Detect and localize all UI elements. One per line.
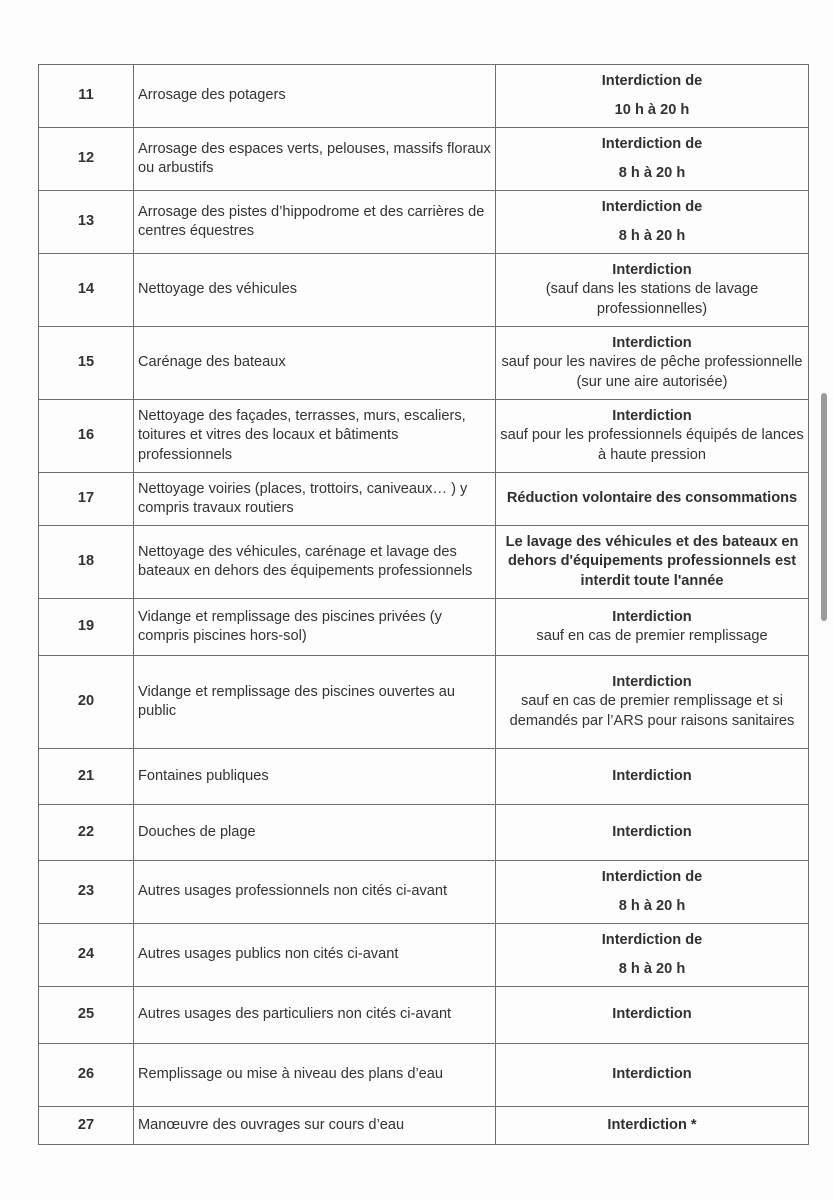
usage-description: Remplissage ou mise à niveau des plans d’eau	[134, 1044, 496, 1107]
table-row	[39, 861, 809, 924]
restriction-rule	[496, 65, 809, 128]
table-row	[39, 191, 809, 254]
rule-title: Interdiction	[612, 407, 692, 424]
usage-description: Nettoyage des véhicules	[134, 254, 496, 327]
row-number: 15	[39, 327, 134, 400]
usage-description: Vidange et remplissage des piscines ouvertes au public	[134, 656, 496, 749]
row-number: 16	[39, 400, 134, 473]
row-number: 17	[39, 473, 134, 526]
usage-description: Fontaines publiques	[134, 749, 496, 805]
table-row	[39, 805, 809, 861]
restriction-rule	[496, 749, 809, 805]
usage-description: Autres usages professionnels non cités ci-avant	[134, 861, 496, 924]
rule-title: Interdiction	[612, 1066, 692, 1083]
usage-description: Douches de plage	[134, 805, 496, 861]
table-row	[39, 400, 809, 473]
rule-title: Le lavage des véhicules et des bateaux en dehors d'équipements professionnels est interdit toute l'année	[505, 533, 799, 589]
restriction-rule	[496, 526, 809, 599]
usage-description: Autres usages des particuliers non cités ci-avant	[134, 987, 496, 1044]
usage-description: Autres usages publics non cités ci-avant	[134, 924, 496, 987]
table-row	[39, 656, 809, 749]
row-number: 13	[39, 191, 134, 254]
rule-detail: 8 h à 20 h	[618, 897, 686, 914]
vertical-scrollbar[interactable]	[821, 393, 827, 621]
row-number: 27	[39, 1107, 134, 1145]
rule-title: Réduction volontaire des consommations	[506, 490, 798, 507]
rule-title: Interdiction de	[601, 199, 703, 215]
row-number: 21	[39, 749, 134, 805]
usage-description: Nettoyage voiries (places, trottoirs, caniveaux… ) y compris travaux routiers	[134, 473, 496, 526]
table-row	[39, 473, 809, 526]
water-restrictions-table	[38, 64, 809, 1145]
row-number: 14	[39, 254, 134, 327]
row-number: 19	[39, 599, 134, 656]
table-row	[39, 526, 809, 599]
row-number: 26	[39, 1044, 134, 1107]
usage-description: Arrosage des espaces verts, pelouses, massifs floraux ou arbustifs	[134, 128, 496, 191]
restriction-rule	[496, 1044, 809, 1107]
table-row	[39, 327, 809, 400]
usage-description: Arrosage des potagers	[134, 65, 496, 128]
restriction-rule	[496, 254, 809, 327]
rule-title: Interdiction	[612, 823, 692, 840]
restriction-rule	[496, 1107, 809, 1145]
rule-title: Interdiction	[612, 261, 692, 278]
rule-title: Interdiction	[612, 608, 692, 625]
rule-title: Interdiction de	[601, 869, 703, 885]
restriction-rule	[496, 987, 809, 1044]
rule-title: Interdiction de	[601, 136, 703, 152]
restriction-rule	[496, 805, 809, 861]
rule-detail: 8 h à 20 h	[618, 164, 686, 181]
usage-description: Nettoyage des véhicules, carénage et lavage des bateaux en dehors des équipements professionnels	[134, 526, 496, 599]
row-number: 23	[39, 861, 134, 924]
restriction-rule	[496, 861, 809, 924]
rule-title: Interdiction de	[601, 73, 703, 89]
restriction-rule	[496, 128, 809, 191]
restriction-rule	[496, 656, 809, 749]
table-row	[39, 924, 809, 987]
restriction-rule	[496, 191, 809, 254]
rule-detail: sauf en cas de premier remplissage et si demandés par l’ARS pour raisons sanitaires	[509, 693, 795, 729]
row-number: 12	[39, 128, 134, 191]
restriction-rule	[496, 599, 809, 656]
rule-title: Interdiction	[612, 1006, 692, 1023]
rule-detail: (sauf dans les stations de lavage professionnelles)	[545, 281, 759, 317]
rule-title: Interdiction *	[607, 1116, 697, 1133]
table-row	[39, 128, 809, 191]
table-row	[39, 749, 809, 805]
table-body	[39, 65, 809, 1145]
rule-detail: 8 h à 20 h	[618, 227, 686, 244]
rule-detail: 10 h à 20 h	[614, 101, 690, 118]
restriction-rule	[496, 327, 809, 400]
usage-description: Nettoyage des façades, terrasses, murs, escaliers, toitures et vitres des locaux et bâtiments professionnels	[134, 400, 496, 473]
table-row	[39, 599, 809, 656]
table-row	[39, 1044, 809, 1107]
rule-detail: sauf pour les navires de pêche professionnelle (sur une aire autorisée)	[501, 354, 803, 390]
rule-title: Interdiction	[612, 767, 692, 784]
row-number: 24	[39, 924, 134, 987]
usage-description: Carénage des bateaux	[134, 327, 496, 400]
row-number: 18	[39, 526, 134, 599]
rule-title: Interdiction	[612, 334, 692, 351]
rule-title: Interdiction de	[601, 932, 703, 948]
usage-description: Vidange et remplissage des piscines privées (y compris piscines hors-sol)	[134, 599, 496, 656]
rule-title: Interdiction	[612, 673, 692, 690]
row-number: 11	[39, 65, 134, 128]
row-number: 20	[39, 656, 134, 749]
row-number: 25	[39, 987, 134, 1044]
rule-detail: sauf en cas de premier remplissage	[536, 628, 768, 644]
table-row	[39, 65, 809, 128]
table-row	[39, 987, 809, 1044]
restriction-rule	[496, 400, 809, 473]
rule-detail: 8 h à 20 h	[618, 960, 686, 977]
restriction-rule	[496, 473, 809, 526]
usage-description: Arrosage des pistes d’hippodrome et des carrières de centres équestres	[134, 191, 496, 254]
usage-description: Manœuvre des ouvrages sur cours d’eau	[134, 1107, 496, 1145]
row-number: 22	[39, 805, 134, 861]
table-row	[39, 1107, 809, 1145]
rule-detail: sauf pour les professionnels équipés de lances à haute pression	[500, 427, 804, 463]
restriction-rule	[496, 924, 809, 987]
table-row	[39, 254, 809, 327]
